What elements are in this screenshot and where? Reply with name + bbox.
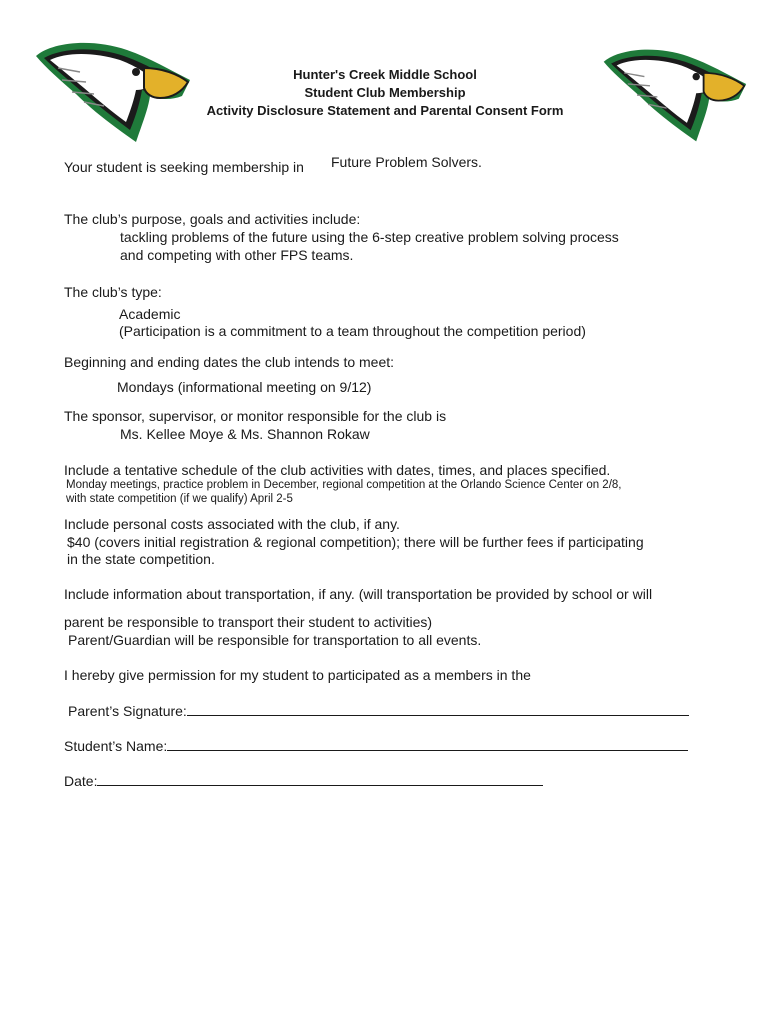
student-name-line[interactable] bbox=[167, 737, 688, 751]
date-label: Date: bbox=[64, 773, 98, 789]
dates-label: Beginning and ending dates the club intends to meet: bbox=[64, 354, 395, 370]
membership-label: Your student is seeking membership in bbox=[64, 159, 304, 175]
sponsor-value: Ms. Kellee Moye & Ms. Shannon Rokaw bbox=[120, 426, 370, 442]
date-line[interactable] bbox=[97, 772, 543, 786]
costs-line-2: in the state competition. bbox=[67, 551, 215, 567]
parent-signature-label: Parent’s Signature: bbox=[68, 703, 187, 719]
student-name-field[interactable] bbox=[64, 737, 688, 755]
schedule-line-2: with state competition (if we qualify) April 2-5 bbox=[66, 493, 293, 505]
dates-value: Mondays (informational meeting on 9/12) bbox=[117, 379, 372, 395]
sponsor-label: The sponsor, supervisor, or monitor responsible for the club is bbox=[64, 408, 447, 424]
student-name-label: Student’s Name: bbox=[64, 738, 168, 754]
schedule-label: Include a tentative schedule of the club activities with dates, times, and places specified. bbox=[64, 462, 611, 478]
costs-line-1: $40 (covers initial registration & regional competition); there will be further fees if participating bbox=[67, 534, 644, 550]
costs-label: Include personal costs associated with the club, if any. bbox=[64, 516, 400, 532]
eagle-head-icon bbox=[600, 42, 748, 150]
form-subtitle: Student Club Membership bbox=[304, 85, 466, 100]
permission-statement: I hereby give permission for my student to participated as a members in the bbox=[64, 667, 531, 683]
parent-signature-field[interactable] bbox=[68, 702, 689, 720]
eagle-head-icon bbox=[32, 38, 192, 148]
schedule-line-1: Monday meetings, practice problem in December, regional competition at the Orlando Science Center on 2/8, bbox=[66, 479, 622, 491]
purpose-line-2: and competing with other FPS teams. bbox=[120, 247, 354, 263]
transport-label: Include information about transportation, if any. (will transportation be provided by school or will bbox=[64, 586, 653, 602]
form-header bbox=[170, 66, 600, 120]
purpose-label: The club’s purpose, goals and activities include: bbox=[64, 211, 361, 227]
form-title: Activity Disclosure Statement and Parental Consent Form bbox=[206, 103, 564, 118]
school-name: Hunter's Creek Middle School bbox=[293, 67, 477, 82]
transport-value: Parent/Guardian will be responsible for transportation to all events. bbox=[68, 632, 482, 648]
date-field[interactable] bbox=[64, 772, 543, 790]
purpose-line-1: tackling problems of the future using the 6-step creative problem solving process bbox=[120, 229, 619, 245]
type-value: Academic bbox=[119, 306, 181, 322]
transport-label-2: parent be responsible to transport their student to activities) bbox=[64, 614, 433, 630]
type-note: (Participation is a commitment to a team throughout the competition period) bbox=[119, 323, 586, 339]
parent-signature-line[interactable] bbox=[187, 702, 689, 716]
type-label: The club’s type: bbox=[64, 284, 162, 300]
club-name: Future Problem Solvers. bbox=[331, 154, 482, 170]
